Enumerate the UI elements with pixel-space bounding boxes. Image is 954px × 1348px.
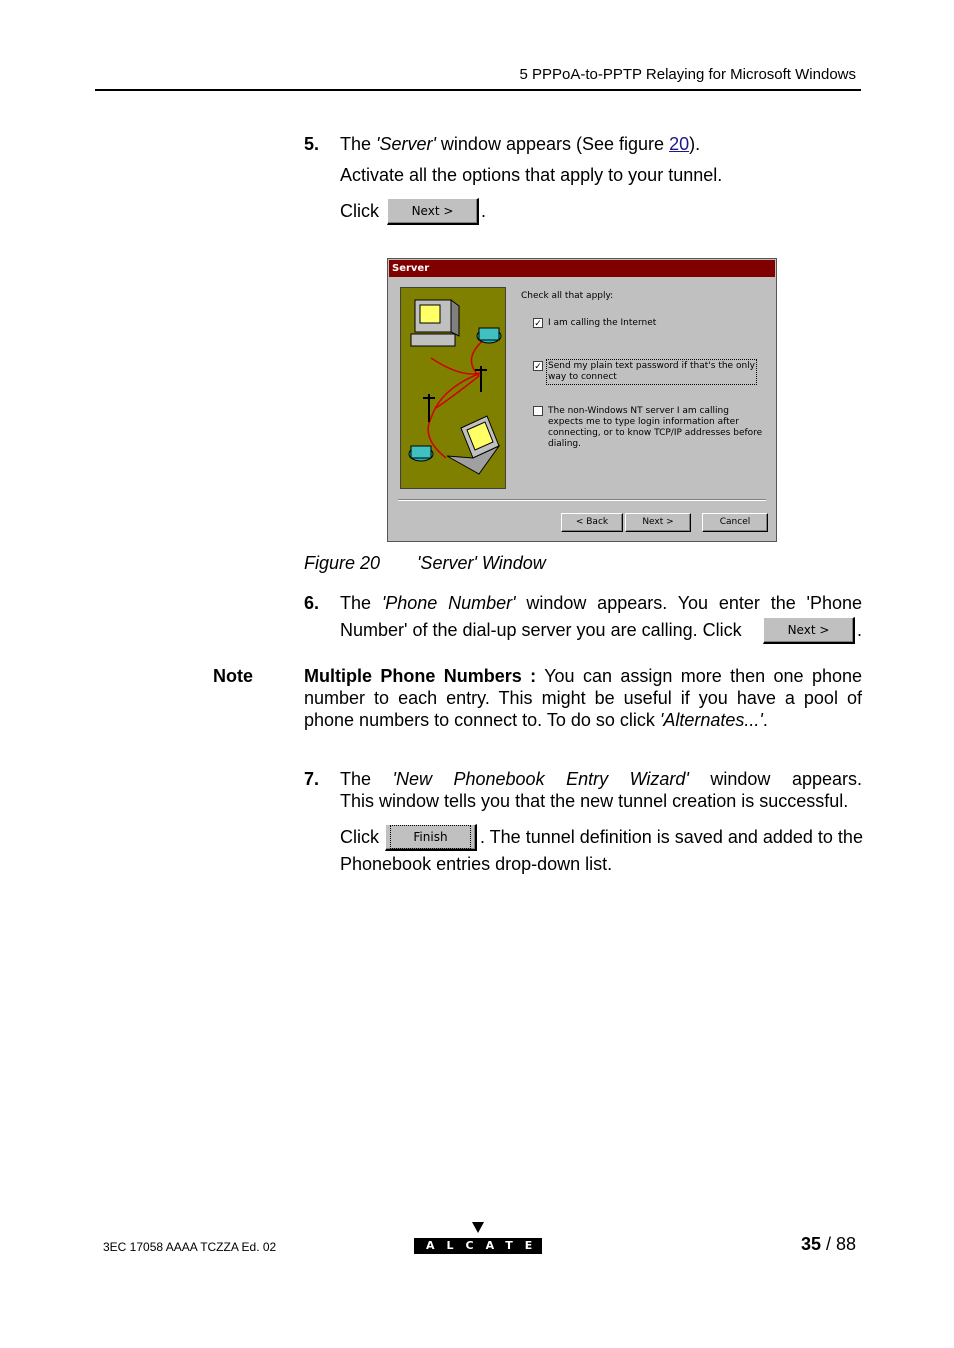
option-2-checkbox[interactable]: ✓ [534,361,542,371]
document-reference: 3EC 17058 AAAA TCZZA Ed. 02 [103,1240,277,1254]
step-5-pre: The [340,134,377,154]
step-7-window-name: 'New Phonebook Entry Wizard' [392,769,689,789]
step-6-line1 [340,592,862,614]
alcatel-logo-triangle [472,1222,484,1233]
next-button-label-2: Next > [787,623,830,637]
note-line1 [304,665,862,687]
dialog-title: Server [389,260,775,277]
finish-button-inline[interactable] [385,824,477,851]
step-6-line1-rest: window appears. You enter the 'Phone [515,593,862,613]
figure-20-link[interactable]: 20 [669,134,690,154]
option-2-label: Send my plain text password if that's the only way to connect [546,359,757,385]
note-line3-pre: phone numbers to connect to. To do so click [304,710,660,730]
header-rule [95,89,861,91]
step-7-line1 [340,768,862,790]
alternates-reference: 'Alternates...' [659,710,763,730]
figure-label: Figure 20 [304,553,381,573]
page-total: / 88 [820,1234,856,1254]
step-7-number: 7. [304,769,320,789]
step-5-number: 5. [304,134,320,154]
dialog-separator [398,499,766,501]
back-button[interactable]: < Back [561,513,623,532]
telephone-icon-2 [409,446,433,461]
note-line1-text: You can assign more then one phone [536,666,862,686]
page-current: 35 [800,1234,821,1254]
dialog-next-button[interactable]: Next > [625,513,691,532]
alcatel-logo: ALCATEL [414,1238,542,1254]
option-1-checkbox[interactable]: ✓ [534,318,542,328]
option-3-label: The non-Windows NT server I am calling expects me to type login information after connecting, or to know TCP/IP addresses before dialing. [548,406,763,449]
step-5-line2: Activate all the options that apply to your tunnel. [340,165,723,185]
step-6-line2: Number' of the dial-up server you are calling. Click [340,620,742,640]
step-6-window-name: 'Phone Number' [381,593,516,613]
next-button-inline-2[interactable] [763,617,855,644]
laptop-icon [447,416,499,474]
step-5-mid: window appears (See figure [435,134,670,154]
note-line2: number to each entry. This might be useful if you have a pool of [304,688,862,708]
next-button-label: Next > [411,204,454,218]
page-number [700,1234,856,1255]
chapter-header: 5 PPPoA-to-PPTP Relaying for Microsoft Windows [519,66,856,83]
option-3-checkbox[interactable] [533,406,543,416]
figure-caption: 'Server' Window [417,553,546,573]
step-6-pre: The [340,593,382,613]
step-7-click: Click [340,827,379,847]
cancel-button[interactable]: Cancel [702,513,768,532]
server-dialog [387,258,777,542]
network-illustration [400,287,506,489]
finish-button-label: Finish [390,825,470,849]
step-6-number: 6. [304,593,320,613]
step-7-pre: The [340,769,393,789]
dialog-prompt: Check all that apply: [521,291,614,301]
note-line3-post: . [762,710,768,730]
step-6-period: . [857,620,863,640]
step-7-line2: This window tells you that the new tunnel creation is successful. [340,791,849,811]
step-5-click: Click [340,201,379,221]
step-5-line1 [340,133,700,155]
desktop-computer-icon [411,300,459,346]
step-7-line3: . The tunnel definition is saved and added to the [480,827,863,847]
telephone-icon [477,328,501,343]
next-button-inline[interactable] [387,198,479,225]
step-5-post: ). [689,134,701,154]
note-label: Note [213,666,253,686]
step-7-line1-rest: window appears. [688,769,862,789]
step-5-period: . [481,201,487,221]
note-title: Multiple Phone Numbers : [304,666,537,686]
network-illustration-art [401,288,505,488]
option-1-label: I am calling the Internet [548,318,657,328]
note-line3 [304,709,768,731]
step-7-line4: Phonebook entries drop-down list. [340,854,613,874]
step-5-window-name: 'Server' [376,134,436,154]
